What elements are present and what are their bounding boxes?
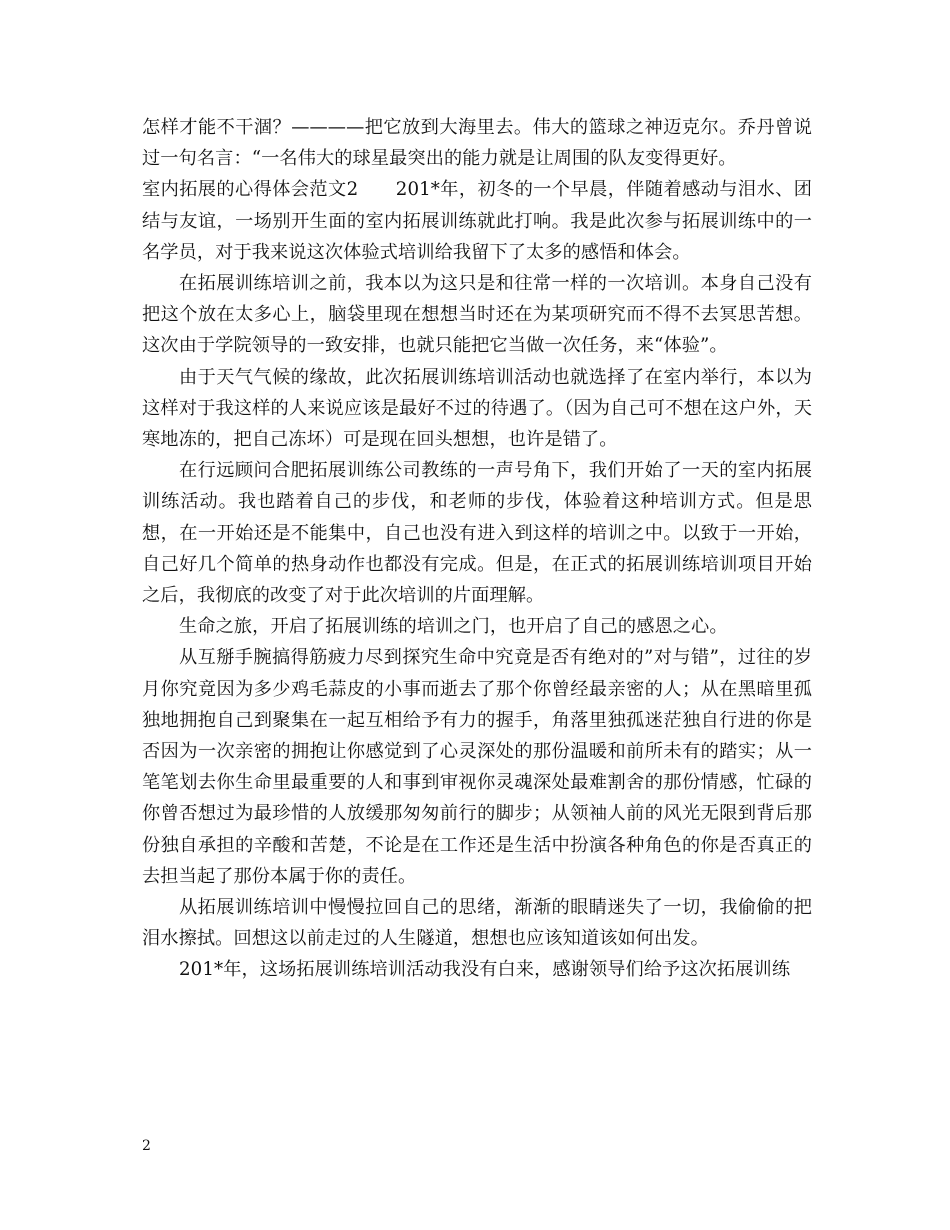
paragraph-2: 室内拓展的心得体会范文2 201*年，初冬的一个早晨，伴随着感动与泪水、团结与友谊，一场别开生面的室内拓展训练就此打响。我是此次参与拓展训练中的一名学员，对于我来说这次体验式培训给我留下了太多的感悟和体会。 [142, 179, 812, 263]
page-number: 2 [142, 1138, 151, 1154]
paragraph-3: 在拓展训练培训之前，我本以为这只是和往常一样的一次培训。本身自己没有把这个放在太多心上，脑袋里现在想想当时还在为某项研究而不得不去冥思苦想。这次由于学院领导的一致安排，也就只能把它当做一次任务，来“体验”。 [142, 273, 812, 357]
paragraph-4: 由于天气气候的缘故，此次拓展训练培训活动也就选择了在室内举行，本以为这样对于我这样的人来说应该是最好不过的待遇了。（因为自己可不想在这户外，天寒地冻的，把自己冻坏）可是现在回头想想，也许是错了。 [142, 366, 812, 451]
paragraph-5: 在行远顾问合肥拓展训练公司教练的一声号角下，我们开始了一天的室内拓展训练活动。我也踏着自己的步伐，和老师的步伐，体验着这种培训方式。但是思想，在一开始还是不能集中，自己也没有进入到这样的培训之中。以致于一开始，自己好几个简单的热身动作也都没有完成。但是，在正式的拓展训练培训项目开始之后，我彻底的改变了对于此次培训的片面理解。 [142, 460, 812, 607]
paragraph-6: 生命之旅，开启了拓展训练的培训之门，也开启了自己的感恩之心。 [179, 616, 728, 638]
paragraph-7: 从互掰手腕搞得筋疲力尽到探究生命中究竟是否有绝对的”对与错”，过往的岁月你究竟因为多少鸡毛蒜皮的小事而逝去了那个你曾经最亲密的人；从在黑暗里孤独地拥抱自己到聚集在一起互相给予有力的握手，角落里独孤迷茫独自行进的你是否因为一次亲密的拥抱让你感觉到了心灵深处的那份温暖和前所未有的踏实；从一笔笔划去你生命里最重要的人和事到审视你灵魂深处最难割舍的那份情感，忙碌的你曾否想过为最珍惜的人放缓那匆匆前行的脚步；从领袖人前的风光无限到背后那份独自承担的辛酸和苦楚，不论是在工作还是生活中扮演各种角色的你是否真正的去担当起了那份本属于你的责任。 [142, 647, 812, 887]
paragraph-1: 怎样才能不干涸？————把它放到大海里去。伟大的篮球之神迈克尔。乔丹曾说过一句名言：“一名伟大的球星最突出的能力就是让周围的队友变得更好。 [142, 117, 812, 170]
paragraph-9: 201*年，这场拓展训练培训活动我没有白来，感谢领导们给予这次拓展训练 [179, 959, 791, 981]
document-body [142, 112, 812, 986]
paragraph-8: 从拓展训练培训中慢慢拉回自己的思绪，渐渐的眼睛迷失了一切，我偷偷的把泪水擦拭。回想这以前走过的人生隧道，想想也应该知道该如何出发。 [142, 897, 812, 950]
